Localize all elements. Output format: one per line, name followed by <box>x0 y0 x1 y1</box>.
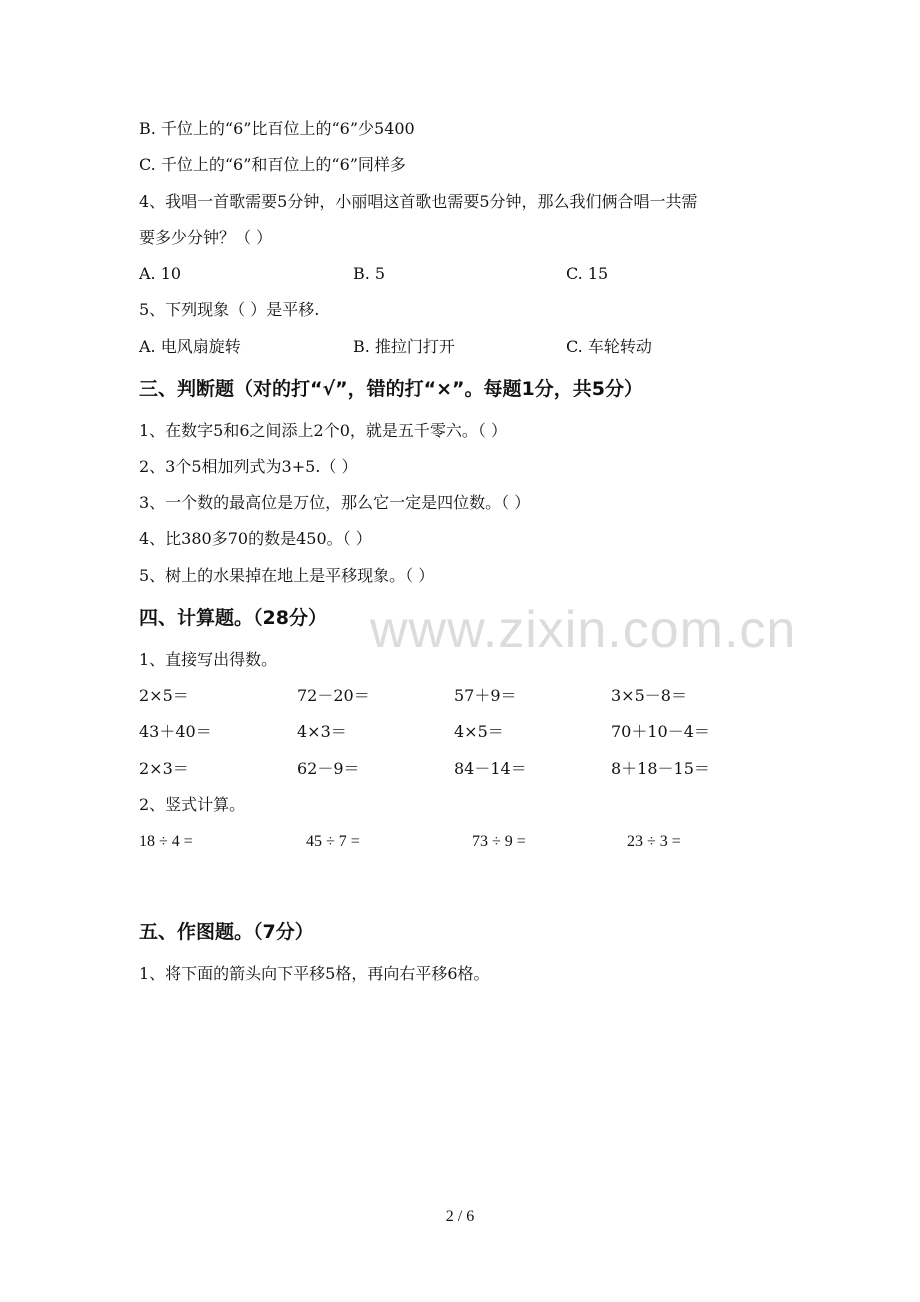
direct-calc-cell: 57＋9＝ <box>454 686 517 705</box>
section5-sub1: 1、将下面的箭头向下平移5格，再向右平移6格。 <box>139 964 490 983</box>
direct-calc-cell: 8＋18－15＝ <box>611 759 710 778</box>
vertical-calc-item: 73 ÷ 9 = <box>472 833 526 850</box>
direct-calc-cell: 84－14＝ <box>454 759 527 778</box>
direct-calc-cell: 3×5－8＝ <box>611 686 687 705</box>
direct-calc-cell: 43＋40＝ <box>139 722 212 741</box>
vertical-calc-item: 45 ÷ 7 = <box>306 833 360 850</box>
vertical-calc-item: 18 ÷ 4 = <box>139 833 193 850</box>
section4-sub1: 1、直接写出得数。 <box>139 650 278 669</box>
judge-item-3: 3、一个数的最高位是万位，那么它一定是四位数。（ ） <box>139 493 531 512</box>
judge-item-4: 4、比380多70的数是450。（ ） <box>139 529 372 548</box>
q4-option-c: C. 15 <box>566 264 609 283</box>
section5-title: 五、作图题。（7分） <box>139 921 314 943</box>
q3-option-c: C. 千位上的“6”和百位上的“6”同样多 <box>139 155 406 174</box>
q4-text-line2: 要多少分钟？（ ） <box>139 228 273 247</box>
direct-calc-cell: 70＋10－4＝ <box>611 722 710 741</box>
q5-text: 5、下列现象（ ）是平移. <box>139 300 320 319</box>
page-number: 2 / 6 <box>445 1208 475 1225</box>
judge-item-1: 1、在数字5和6之间添上2个0，就是五千零六。（ ） <box>139 421 507 440</box>
q5-option-c: C. 车轮转动 <box>566 337 652 356</box>
direct-calc-cell: 2×5＝ <box>139 686 189 705</box>
q4-text-line1: 4、我唱一首歌需要5分钟，小丽唱这首歌也需要5分钟，那么我们俩合唱一共需 <box>139 192 698 211</box>
section4-title: 四、计算题。（28分） <box>139 607 327 629</box>
q4-option-a: A. 10 <box>139 264 182 283</box>
q5-option-a: A. 电风扇旋转 <box>139 337 241 356</box>
q4-option-b: B. 5 <box>353 264 386 283</box>
section3-title: 三、判断题（对的打“√”，错的打“×”。每题1分，共5分） <box>139 378 643 400</box>
section4-sub2: 2、竖式计算。 <box>139 795 246 814</box>
direct-calc-cell: 2×3＝ <box>139 759 189 778</box>
q5-option-b: B. 推拉门打开 <box>353 337 455 356</box>
direct-calc-cell: 4×5＝ <box>454 722 504 741</box>
direct-calc-cell: 72－20＝ <box>297 686 370 705</box>
q3-option-b: B. 千位上的“6”比百位上的“6”少5400 <box>139 119 415 138</box>
judge-item-5: 5、树上的水果掉在地上是平移现象。（ ） <box>139 566 435 585</box>
direct-calc-cell: 62－9＝ <box>297 759 360 778</box>
watermark: www.zixin.com.cn <box>370 601 797 659</box>
vertical-calc-item: 23 ÷ 3 = <box>627 833 681 850</box>
direct-calc-cell: 4×3＝ <box>297 722 347 741</box>
judge-item-2: 2、3个5相加列式为3+5.（ ） <box>139 457 358 476</box>
